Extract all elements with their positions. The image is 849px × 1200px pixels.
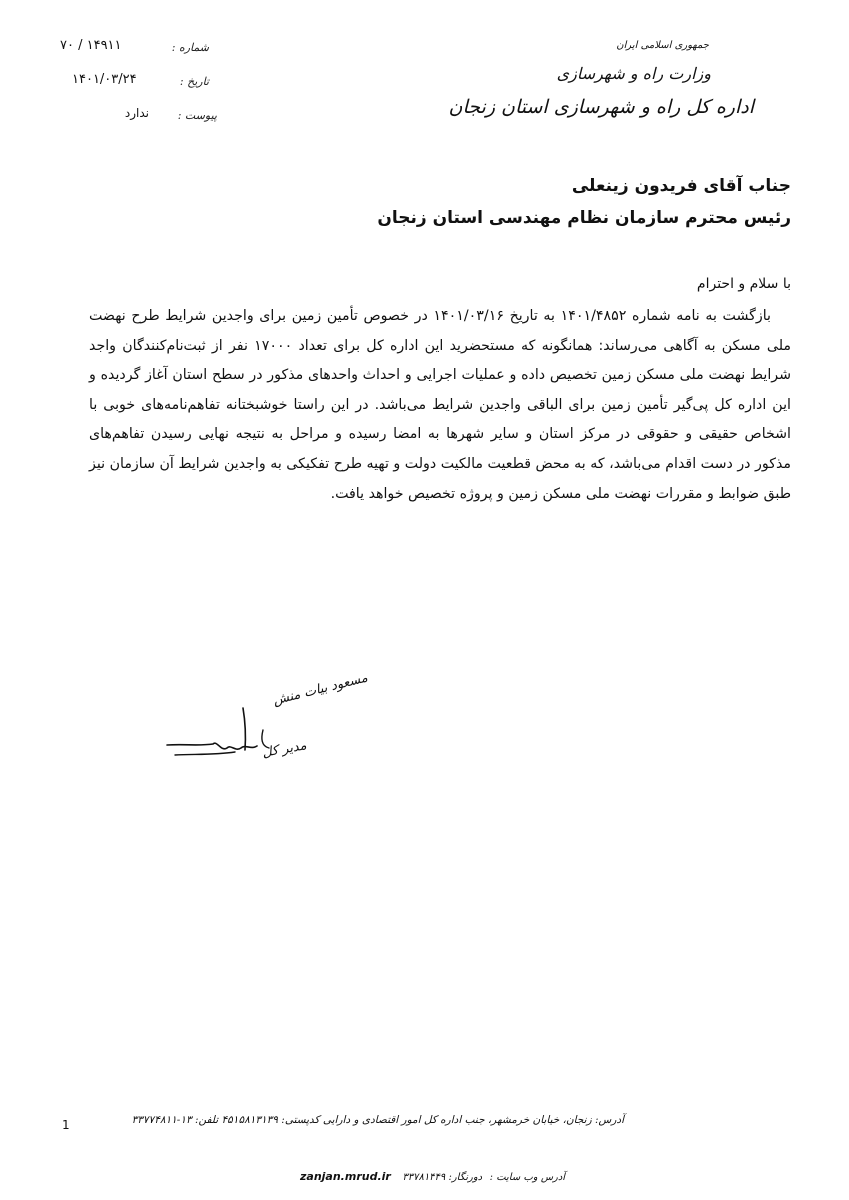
page-number: 1 [62, 1118, 70, 1132]
recipient-name: جناب آقای فریدون زینعلی [571, 176, 791, 196]
letter-body: بازگشت به نامه شماره ۱۴۰۱/۴۸۵۲ به تاریخ ۱۴۰۱/۰۳/۱۶ در خصوص تأمین زمین برای واجدین شرایط طرح نهضت ملی مسکن به آگاهی می‌رساند: همانگونه که مستحضرید این اداره کل برای تعداد ۱۷۰۰۰ نفر از ثبت‌نام‌کنندگان واجد شرایط نهضت ملی مسکن زمین تخصیص داده و عملیات اجرایی و احداث واحدهای مذکور در سطح استان آغاز گردیده و این اداره کل پی‌گیر تأمین زمین برای الباقی واجدین شرایط می‌باشد. در این راستا خوشبختانه تفاهم‌نامه‌های خوبی با اشخاص حقیقی و حقوقی در مرکز استان و سایر شهرها به امضا رسیده و مراحل به نتیجه نهایی رسیدن تفاهم‌های مذکور در دست اقدام می‌باشد، که به محض قطعیت مالکیت دولت و تهیه طرح تفکیکی به واجدین شرایط آن سازمان نیز طبق ضوابط و مقررات نهضت ملی مسکن زمین و پروژه تخصیص خواهد یافت. [89, 308, 791, 502]
letter-date-row [180, 74, 209, 89]
signatory-name: مسعود بیات منش [271, 670, 370, 709]
handwritten-signature [165, 700, 295, 770]
letter-attachment-row [178, 108, 217, 123]
letter-attachment-value: ندارد [124, 106, 149, 120]
letter-number-label: شماره : [171, 41, 209, 54]
website-label: آدرس وب سایت : [489, 1172, 566, 1183]
letterhead-ministry: وزارت راه و شهرسازی [556, 64, 711, 83]
letter-date-label: تاریخ : [179, 75, 209, 88]
website-link[interactable]: zanjan.mrud.ir [300, 1170, 391, 1183]
letter-date-value: ۱۴۰۱/۰۳/۲۴ [72, 72, 137, 87]
greeting: با سلام و احترام [696, 276, 791, 292]
signatory-title: مدیر کل [261, 738, 308, 761]
letter-number-value: ۷۰ / ۱۴۹۱۱ [60, 38, 122, 53]
letterhead-country: جمهوری اسلامی ایران [616, 40, 709, 51]
letter-attachment-label: پیوست : [177, 109, 217, 122]
footer-contact-line [300, 1170, 565, 1183]
letter-number-row [172, 40, 209, 55]
fax-number: دورنگار: ۳۳۷۸۱۴۴۹ [402, 1172, 483, 1183]
letterhead-department: اداره کل راه و شهرسازی استان زنجان [448, 96, 754, 118]
footer-address: آدرس: زنجان، خیابان خرمشهر، جنب اداره کل امور اقتصادی و دارایی کدپستی: ۴۵۱۵۸۱۳۱۳۹ تلفن: ۱۳-۳۳۷۷۴۸۱۱ [131, 1114, 624, 1126]
recipient-title: رئیس محترم سازمان نظام مهندسی استان زنجان [377, 208, 791, 228]
